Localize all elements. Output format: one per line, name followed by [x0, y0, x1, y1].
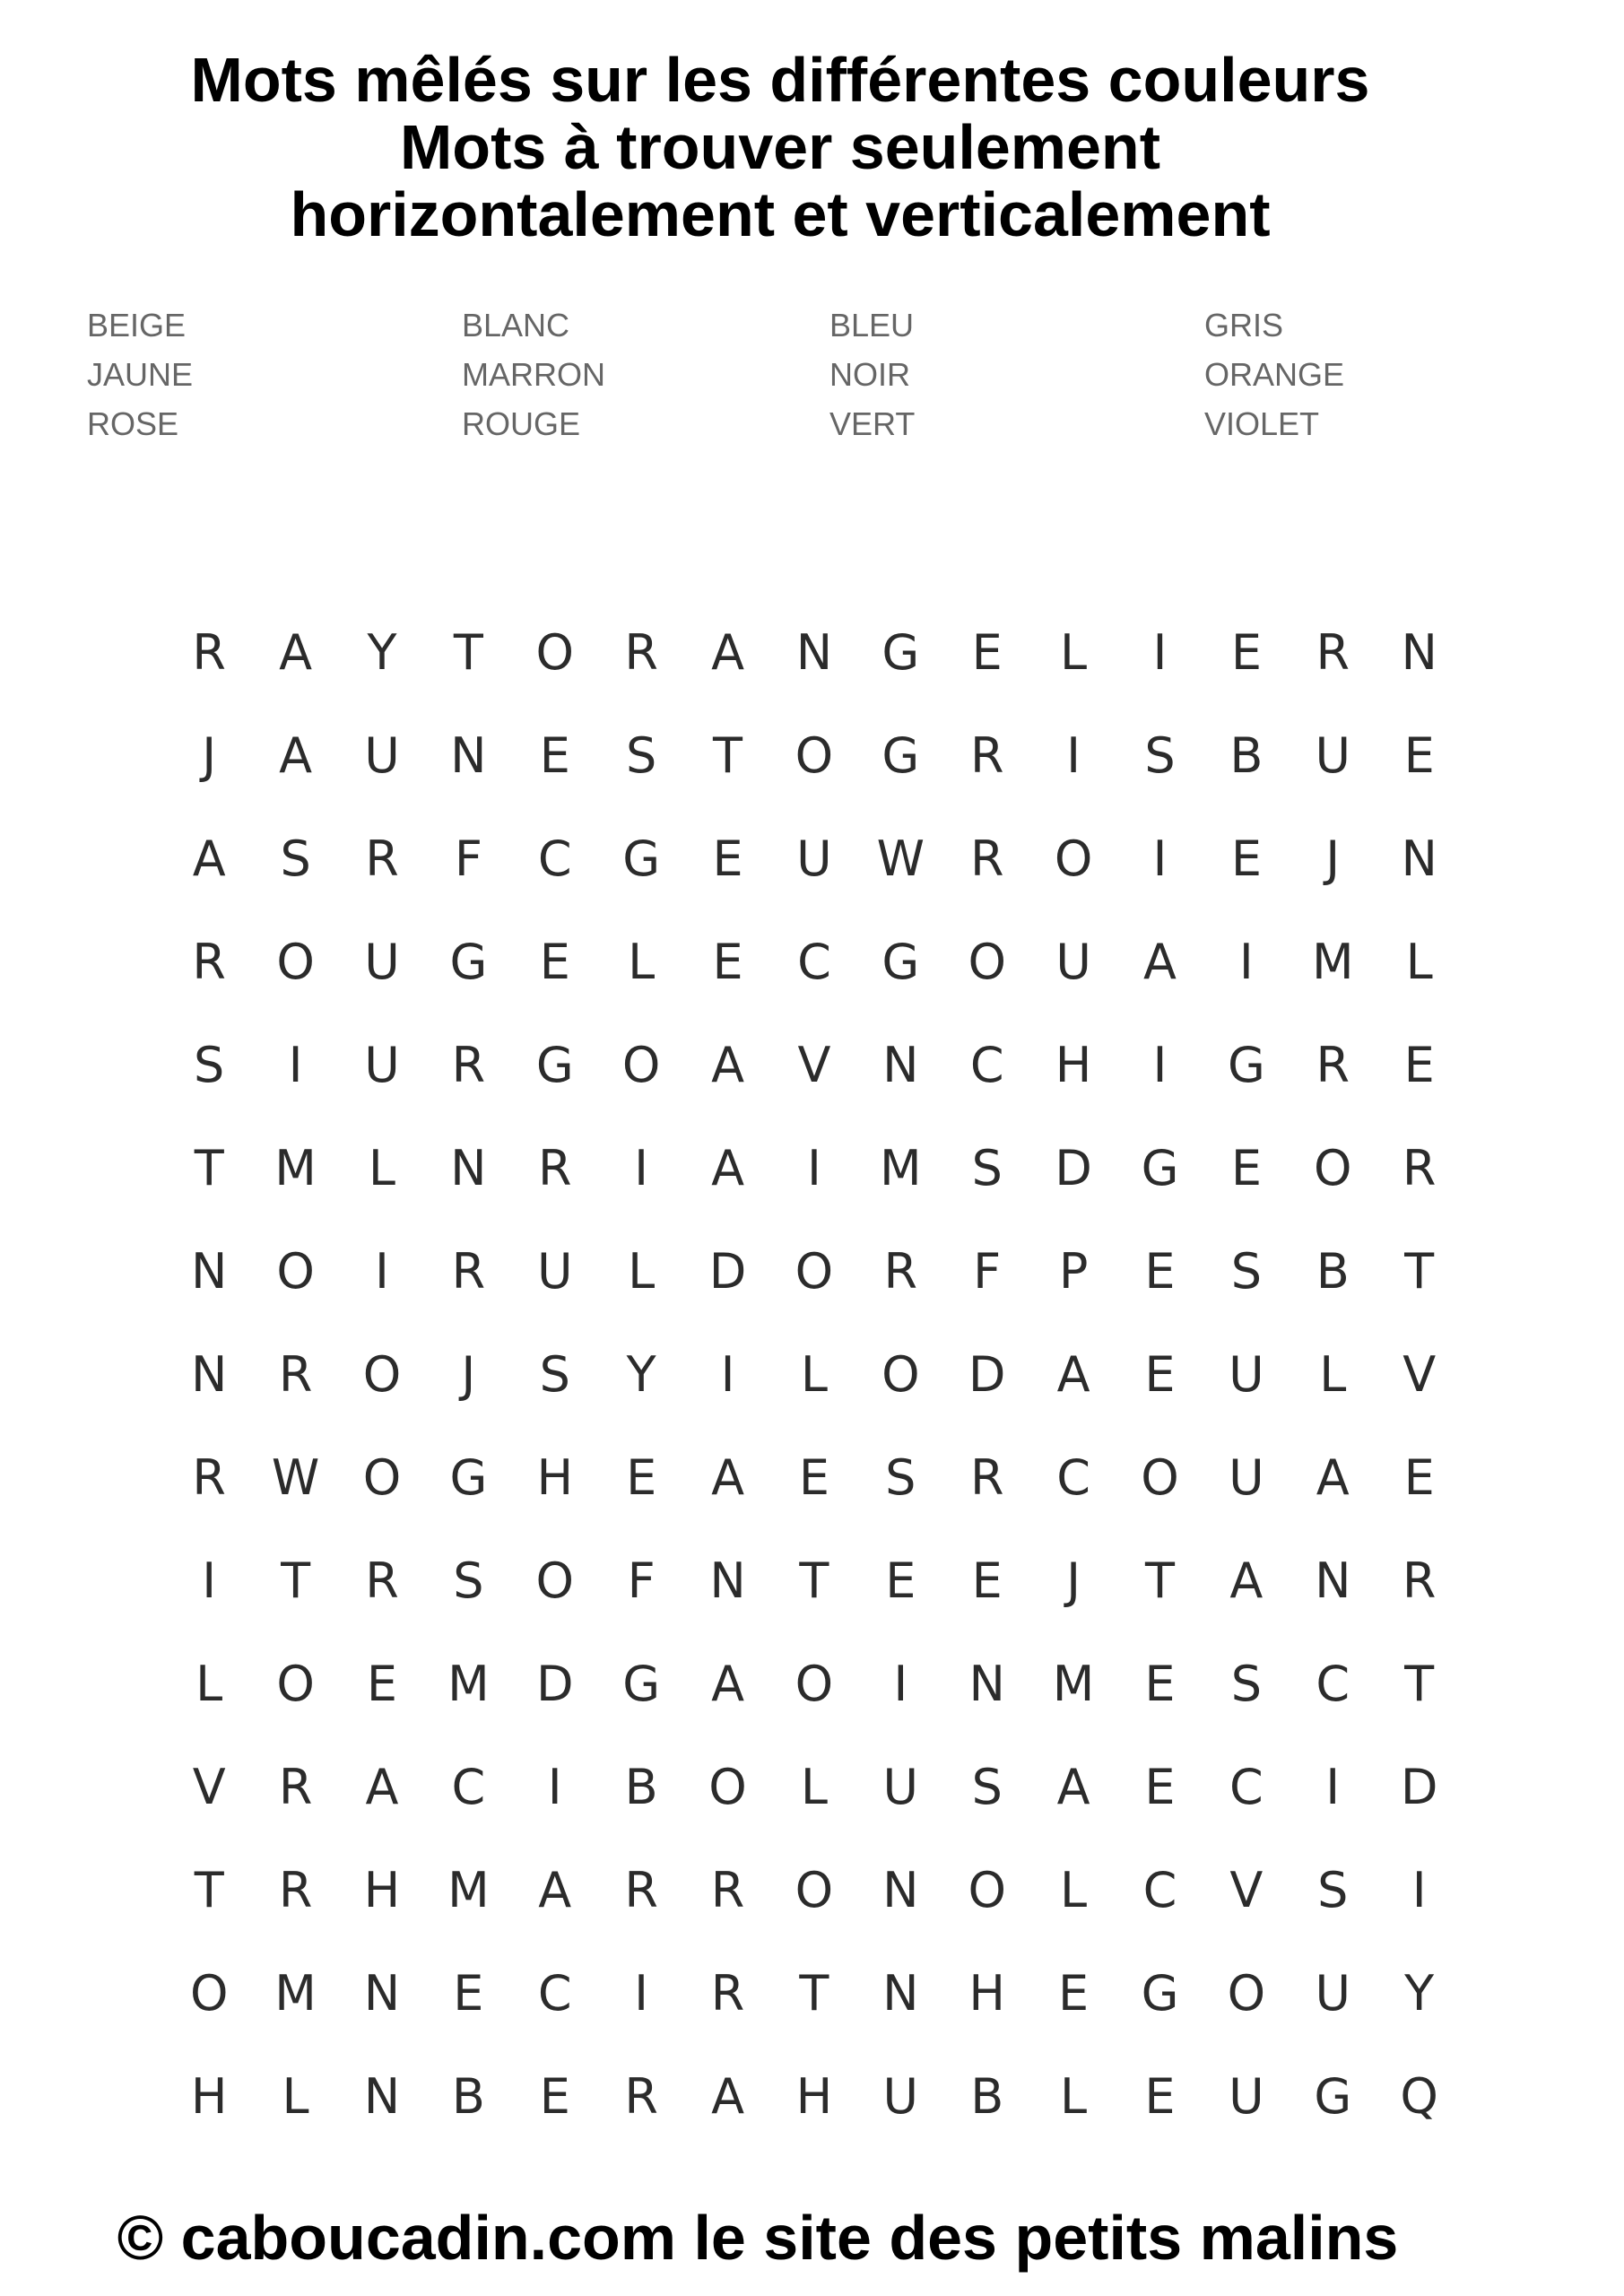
grid-cell: C	[451, 1759, 486, 1815]
grid-cell: A	[279, 624, 313, 681]
grid-cell: L	[1405, 934, 1433, 990]
grid-cell: L	[1060, 2068, 1088, 2125]
grid-cell: N	[882, 1037, 919, 1093]
grid-cell: V	[1403, 1346, 1437, 1403]
grid-cell: L	[800, 1346, 828, 1403]
grid-cell: R	[192, 624, 226, 681]
grid-cell: O	[795, 727, 834, 784]
grid-cell: I	[720, 1346, 735, 1403]
grid-cell: I	[1152, 1037, 1168, 1093]
grid-cell: F	[454, 831, 482, 887]
grid-cell: F	[627, 1552, 656, 1609]
grid-cell: R	[624, 1862, 658, 1918]
grid-cell: E	[1403, 1449, 1435, 1506]
grid-cell: F	[973, 1243, 1002, 1300]
grid-cell: A	[1316, 1449, 1350, 1506]
grid-cell: U	[1229, 1346, 1264, 1403]
grid-cell: A	[1056, 1759, 1090, 1815]
grid-cell: U	[536, 1243, 573, 1300]
grid-cell: O	[362, 1449, 402, 1506]
grid-cell: E	[1403, 727, 1435, 784]
grid-cell: V	[797, 1037, 831, 1093]
grid-cell: C	[537, 1965, 572, 2022]
grid-cell: V	[1229, 1862, 1264, 1918]
footer-credit: © caboucadin.com le site des petits malins	[117, 2203, 1399, 2273]
grid-cell: N	[363, 2068, 401, 2125]
word-item: MARRON	[462, 356, 605, 393]
grid-cell: R	[1402, 1552, 1437, 1609]
grid-cell: C	[1316, 1656, 1350, 1712]
grid-cell: E	[626, 1449, 657, 1506]
grid-cell: M	[447, 1656, 490, 1712]
grid-cell: C	[1056, 1449, 1090, 1506]
grid-cell: T	[453, 624, 483, 681]
word-item: BEIGE	[87, 307, 187, 344]
grid-cell: P	[1058, 1243, 1089, 1300]
grid-cell: I	[202, 1552, 217, 1609]
page-title	[0, 47, 1560, 248]
grid-cell: T	[1404, 1243, 1435, 1300]
grid-cell: U	[1229, 2068, 1264, 2125]
grid-cell: T	[713, 727, 743, 784]
grid-cell: O	[1227, 1965, 1266, 2022]
grid-cell: O	[1141, 1449, 1179, 1506]
grid-cell: M	[274, 1965, 317, 2022]
grid-cell: Y	[1404, 1965, 1435, 2022]
grid-cell: R	[1316, 624, 1350, 681]
grid-cell: H	[363, 1862, 401, 1918]
word-item: JAUNE	[87, 356, 194, 393]
grid-cell: A	[1229, 1552, 1264, 1609]
grid-cell: I	[1238, 934, 1254, 990]
grid-cell: R	[1402, 1140, 1437, 1196]
grid-cell: S	[280, 831, 311, 887]
grid-cell: Q	[1400, 2068, 1438, 2125]
grid-cell: O	[968, 934, 1006, 990]
grid-cell: R	[537, 1140, 572, 1196]
word-item: BLANC	[462, 307, 570, 344]
grid-cell: C	[1229, 1759, 1264, 1815]
grid-cell: E	[1144, 2068, 1176, 2125]
grid-cell: I	[1152, 624, 1168, 681]
grid-cell: T	[194, 1140, 224, 1196]
grid-cell: M	[1311, 934, 1354, 990]
grid-cell: N	[190, 1346, 228, 1403]
grid-cell: A	[711, 1140, 745, 1196]
grid-cell: G	[881, 727, 920, 784]
grid-cell: M	[274, 1140, 317, 1196]
grid-cell: C	[1142, 1862, 1177, 1918]
grid-cell: L	[195, 1656, 223, 1712]
grid-cell: E	[1144, 1243, 1176, 1300]
grid-cell: R	[365, 1552, 399, 1609]
word-item: VERT	[829, 405, 916, 442]
grid-cell: I	[547, 1759, 562, 1815]
grid-cell: T	[194, 1862, 224, 1918]
grid-cell: G	[622, 1656, 661, 1712]
grid-cell: S	[1230, 1656, 1263, 1712]
grid-cell: E	[1230, 1140, 1262, 1196]
grid-cell: G	[1141, 1140, 1179, 1196]
grid-cell: L	[800, 1759, 828, 1815]
grid-cell: R	[451, 1243, 486, 1300]
grid-cell: R	[451, 1037, 486, 1093]
grid-cell: A	[711, 1449, 745, 1506]
grid-cell: T	[1404, 1656, 1435, 1712]
grid-cell: I	[1152, 831, 1168, 887]
grid-cell: N	[190, 1243, 228, 1300]
grid-cell: R	[365, 831, 399, 887]
grid-cell: U	[882, 1759, 919, 1815]
grid-cell: T	[281, 1552, 311, 1609]
grid-cell: A	[192, 831, 226, 887]
grid-cell: G	[622, 831, 661, 887]
grid-cell: O	[968, 1862, 1006, 1918]
grid-cell: O	[362, 1346, 402, 1403]
grid-cell: S	[539, 1346, 570, 1403]
grid-cell: O	[708, 1759, 747, 1815]
word-item: GRIS	[1204, 307, 1284, 344]
grid-cell: E	[1230, 831, 1262, 887]
grid-cell: B	[970, 2068, 1004, 2125]
grid-cell: R	[969, 1449, 1004, 1506]
grid-cell: I	[634, 1140, 649, 1196]
grid-cell: L	[368, 1140, 396, 1196]
grid-cell: D	[968, 1346, 1006, 1403]
grid-cell: A	[538, 1862, 572, 1918]
grid-cell: J	[1066, 1552, 1081, 1609]
grid-cell: E	[712, 831, 743, 887]
grid-cell: E	[798, 1449, 829, 1506]
grid-cell: I	[634, 1965, 649, 2022]
grid-cell: N	[795, 624, 833, 681]
grid-cell: E	[712, 934, 743, 990]
grid-cell: J	[202, 727, 217, 784]
grid-cell: H	[968, 1965, 1006, 2022]
grid-cell: B	[1229, 727, 1264, 784]
grid-cell: T	[799, 1965, 829, 2022]
grid-cell: S	[885, 1449, 916, 1506]
grid-cell: O	[881, 1346, 920, 1403]
grid-cell: R	[192, 1449, 226, 1506]
grid-cell: E	[885, 1552, 916, 1609]
grid-cell: G	[881, 624, 920, 681]
grid-cell: R	[278, 1759, 313, 1815]
grid-cell: A	[1056, 1346, 1090, 1403]
grid-cell: A	[1143, 934, 1177, 990]
title-line-1: Mots mêlés sur les différentes couleurs	[190, 45, 1370, 115]
grid-cell: U	[1315, 727, 1351, 784]
grid-cell: A	[279, 727, 313, 784]
grid-cell: U	[1315, 1965, 1351, 2022]
grid-cell: O	[621, 1037, 661, 1093]
grid-cell: H	[795, 2068, 833, 2125]
grid-cell: S	[626, 727, 657, 784]
word-item: BLEU	[829, 307, 915, 344]
grid-cell: G	[1141, 1965, 1179, 2022]
grid-cell: M	[447, 1862, 490, 1918]
grid-cell: C	[969, 1037, 1004, 1093]
grid-cell: C	[537, 831, 572, 887]
grid-cell: S	[1144, 727, 1176, 784]
grid-cell: R	[278, 1862, 313, 1918]
grid-cell: R	[969, 831, 1004, 887]
grid-cell: L	[628, 1243, 656, 1300]
grid-cell: O	[1054, 831, 1093, 887]
grid-cell: L	[628, 934, 656, 990]
grid-cell: E	[1144, 1759, 1176, 1815]
grid-cell: O	[535, 1552, 575, 1609]
grid-cell: E	[971, 1552, 1003, 1609]
grid-cell: B	[451, 2068, 485, 2125]
grid-cell: T	[799, 1552, 829, 1609]
grid-cell: R	[624, 2068, 658, 2125]
grid-cell: O	[535, 624, 575, 681]
grid-cell: M	[1052, 1656, 1095, 1712]
grid-cell: C	[797, 934, 831, 990]
grid-cell: U	[796, 831, 832, 887]
grid-cell: U	[882, 2068, 919, 2125]
grid-cell: D	[708, 1243, 747, 1300]
title-line-3: horizontalement et verticalement	[290, 179, 1271, 249]
word-list	[87, 300, 1540, 448]
grid-cell: L	[282, 2068, 309, 2125]
grid-cell: G	[449, 1449, 488, 1506]
grid-cell: A	[711, 624, 745, 681]
grid-cell: O	[795, 1243, 834, 1300]
grid-cell: I	[1325, 1759, 1341, 1815]
grid-cell: H	[190, 2068, 228, 2125]
grid-cell: N	[1401, 831, 1437, 887]
grid-cell: S	[453, 1552, 484, 1609]
grid-cell: L	[1319, 1346, 1347, 1403]
grid-cell: O	[276, 934, 315, 990]
grid-cell: E	[1058, 1965, 1090, 2022]
grid-cell: G	[1227, 1037, 1265, 1093]
grid-cell: V	[192, 1759, 226, 1815]
grid-cell: H	[536, 1449, 574, 1506]
grid-cell: B	[624, 1759, 658, 1815]
grid-cell: A	[711, 2068, 745, 2125]
grid-cell: N	[450, 1140, 487, 1196]
grid-cell: E	[1230, 624, 1262, 681]
grid-cell: E	[1403, 1037, 1435, 1093]
grid-cell: G	[535, 1037, 574, 1093]
grid-cell: N	[1401, 624, 1437, 681]
grid-cell: E	[1144, 1346, 1176, 1403]
grid-cell: R	[883, 1243, 918, 1300]
grid-cell: U	[364, 727, 400, 784]
grid-cell: E	[539, 2068, 570, 2125]
grid-cell: S	[1317, 1862, 1349, 1918]
grid-cell: I	[893, 1656, 908, 1712]
grid-cell: B	[1316, 1243, 1350, 1300]
grid-cell: R	[192, 934, 226, 990]
grid-cell: T	[1144, 1552, 1175, 1609]
word-item: ROSE	[87, 405, 179, 442]
grid-cell: O	[276, 1243, 315, 1300]
grid-cell: S	[971, 1759, 1003, 1815]
grid-cell: L	[1060, 1862, 1088, 1918]
grid-cell: H	[1055, 1037, 1092, 1093]
grid-cell: N	[709, 1552, 746, 1609]
grid-cell: N	[363, 1965, 401, 2022]
grid-cell: O	[1314, 1140, 1352, 1196]
grid-cell: G	[1314, 2068, 1352, 2125]
grid-cell: D	[535, 1656, 574, 1712]
grid-cell: A	[365, 1759, 399, 1815]
grid-cell: E	[971, 624, 1003, 681]
grid-cell: D	[1400, 1759, 1438, 1815]
grid-cell: N	[882, 1862, 919, 1918]
grid-cell: G	[449, 934, 488, 990]
grid-cell: O	[276, 1656, 315, 1712]
grid-cell: G	[881, 934, 920, 990]
grid-cell: R	[1316, 1037, 1350, 1093]
letter-grid	[166, 617, 1463, 2164]
grid-cell: I	[375, 1243, 389, 1300]
grid-cell: I	[806, 1140, 821, 1196]
grid-cell: S	[971, 1140, 1003, 1196]
grid-cell: E	[366, 1656, 398, 1712]
grid-cell: N	[882, 1965, 919, 2022]
grid-cell: E	[1144, 1656, 1176, 1712]
grid-cell: N	[1315, 1552, 1351, 1609]
grid-cell: A	[711, 1037, 745, 1093]
word-item: ROUGE	[462, 405, 581, 442]
grid-cell: R	[710, 1862, 745, 1918]
grid-cell: Y	[367, 624, 397, 681]
grid-cell: L	[1060, 624, 1088, 681]
grid-cell: E	[539, 934, 570, 990]
grid-cell: I	[1066, 727, 1081, 784]
grid-cell: E	[453, 1965, 484, 2022]
grid-cell: U	[364, 1037, 400, 1093]
grid-cell: J	[1325, 831, 1341, 887]
word-item: VIOLET	[1204, 405, 1320, 442]
grid-cell: N	[450, 727, 487, 784]
grid-cell: M	[880, 1140, 922, 1196]
grid-cell: N	[968, 1656, 1005, 1712]
grid-cell: R	[624, 624, 658, 681]
grid-cell: U	[1229, 1449, 1264, 1506]
grid-cell: A	[711, 1656, 745, 1712]
grid-cell: E	[539, 727, 570, 784]
grid-cell: S	[194, 1037, 225, 1093]
grid-cell: U	[364, 934, 400, 990]
word-item: ORANGE	[1204, 356, 1345, 393]
grid-cell: S	[1230, 1243, 1263, 1300]
word-item: NOIR	[829, 356, 910, 393]
grid-cell: W	[876, 831, 925, 887]
grid-cell: I	[1411, 1862, 1427, 1918]
grid-cell: D	[1055, 1140, 1092, 1196]
grid-cell: O	[795, 1656, 834, 1712]
grid-cell: Y	[626, 1346, 656, 1403]
grid-cell: O	[795, 1862, 834, 1918]
grid-cell: R	[278, 1346, 313, 1403]
title-line-2: Mots à trouver seulement	[400, 112, 1160, 182]
grid-cell: J	[461, 1346, 476, 1403]
grid-cell: W	[271, 1449, 320, 1506]
grid-cell: O	[189, 1965, 229, 2022]
grid-cell: R	[969, 727, 1004, 784]
grid-cell: R	[710, 1965, 745, 2022]
grid-cell: U	[1055, 934, 1091, 990]
grid-cell: I	[288, 1037, 303, 1093]
